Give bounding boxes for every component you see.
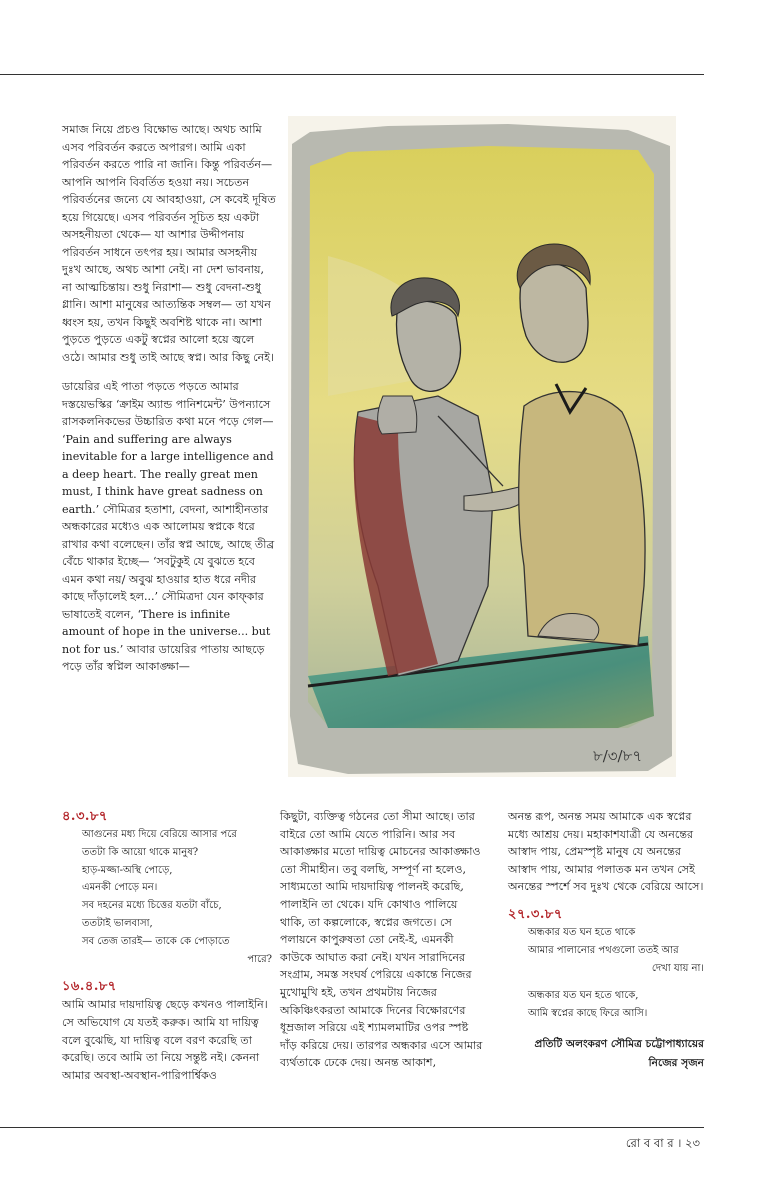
column-2-paragraph: কিছুটা, ব্যক্তিত্ব গঠনের তো সীমা আছে। তার বাইরে তো আমি যেতে পারিনি। আর সব আকাঙ্ক্ষার মতো দায়িত্ব মোচনের আকাঙ্ক্ষাও তো সীমাহীন। তবু বলছি, সম্পূর্ণ না হলেও, সাধ্যমতো আমি দায়দায়িত্ব পালনই করেছি, পালাইনি তা থেকে। যদি কোথাও পালিয়ে থাকি, তা কল্পলোকে, স্বপ্নের জগতে। সে পলায়নে কাপুরুষতা তো নেই-ই, এমনকী কাউকে আঘাত করা নেই। যখন সারাদিনের সংগ্রাম, সমস্ত সংঘর্ষ পেরিয়ে একান্তে নিজের মুখোমুখি হই, তখন প্রথমটায় নিজের অকিঞ্চিৎকরতা আমাকে দিনের বিক্ষোরণের ধূম্রজাল সরিয়ে এই শ্যামলমাটির ওপর স্পষ্ট দাঁড় করিয়ে দেয়। তারপর অন্ধকার এসে আমার ব্যর্থতাকে ঢেকে দেয়। অনন্ত আকাশ, bbox=[280, 810, 483, 1070]
poem-1-line: আগুনের মধ্য দিয়ে বেরিয়ে আসার পরে bbox=[82, 829, 237, 840]
illustration-credit bbox=[508, 1035, 704, 1073]
poem-1-line: ততটা কি আয়ো থাকে মানুষ? bbox=[82, 846, 199, 858]
illustration-painting bbox=[288, 116, 676, 777]
column-1-paragraph: আমি আমার দায়দায়িত্ব ছেড়ে কখনও পালাইনি। সে অভিযোগ যে যতই করুক। আমি যা দায়িত্ব বলে বুঝেছি, যা দায়িত্ব বলে বরণ করেছি তা করেছি। তবে আমি তা নিয়ে সন্তুষ্ট নই। কেননা আমার অবস্থা-অবস্থান-পারিপার্শ্বিকও bbox=[62, 998, 268, 1082]
diary-date-3: ২৭.৩.৮৭ bbox=[508, 906, 563, 922]
poem-2-line: আমি স্বপ্নের কাছে ফিরে আসি। bbox=[528, 1008, 648, 1020]
painting-signature: ৮/৩/৮৭ bbox=[593, 747, 643, 765]
top-rule bbox=[0, 74, 704, 75]
intro-text bbox=[62, 121, 276, 676]
poem-2-line-right: দেখা যায় না। bbox=[651, 962, 704, 974]
diary-date-1: ৪.৩.৮৭ bbox=[62, 809, 108, 824]
poem-2 bbox=[508, 924, 704, 1023]
poem-1-line: ততটাই ভালবাসা, bbox=[82, 917, 153, 929]
column-2 bbox=[280, 808, 484, 1072]
poem-1-line: এমনকী পোড়ে মন। bbox=[82, 882, 158, 894]
poem-1-line: সব তেজ তারই— তাকে কে পোড়াতে bbox=[82, 935, 230, 947]
column-3-paragraph: অনন্ত রূপ, অনন্ত সময় আমাকে এক স্বপ্নের মধ্যে আশ্রয় দেয়। মহাকাশযাত্রী যে অনন্তের আস্বাদ পায়, প্রেমস্পৃষ্ট মানুষ যে অনন্তের আস্বাদ পায়, আমার পলাতক মন তখন সেই অনন্তের স্পর্শে সব দুঃখ থেকে বেরিয়ে আসে। bbox=[508, 810, 704, 894]
credit-line-1: প্রতিটি অলংকরণ সৌমিত্র চট্টোপাধ্যায়ের bbox=[534, 1037, 704, 1050]
poem-1-line: সব দহনের মধ্যে চিত্তের যতটা বাঁচে, bbox=[82, 900, 222, 912]
poem-1-line: হাড়-মজ্জা-অস্থি পোড়ে, bbox=[82, 864, 173, 876]
intro-paragraph-2: ডায়েরির এই পাতা পড়তে পড়তে আমার দস্তয়েভস্কির ‘ক্রাইম অ্যান্ড পানিশমেন্ট’ উপন্যাসে রাসকলনিকভের উচ্চারিত কথা মনে পড়ে গেল— ‘Pain and suffering are always inevitable for a large intelligence and a deep heart. The really great men must, I think have great sadness on earth.’ সৌমিত্রর হতাশা, বেদনা, আশাহীনতার অন্ধকারের মধ্যেও এক আলোময় স্বপ্নকে ধরে রাখার কথা বলেছেন। তাঁর স্বপ্ন আছে, আছে তীব্র বেঁচে থাকার ইচ্ছে— ‘সবটুকুই যে বুঝতে হবে এমন কথা নয়/ অবুঝ হাওয়ার হাত ধরে নদীর কাছে দাঁড়ালেই হল...’ সৌমিত্রদা যেন কাফ্‌কার ভাষাতেই বলেন, ‘There is infinite amount of hope in the universe... but not for us.’ আবার ডায়েরির পাতায় আছড়ে পড়ে তাঁর স্বপ্নিল আকাঙ্ক্ষা— bbox=[62, 380, 275, 673]
diary-date-2: ১৬.৪.৮৭ bbox=[62, 979, 117, 995]
credit-line-2: নিজের সৃজন bbox=[648, 1056, 704, 1069]
column-3 bbox=[508, 808, 704, 1073]
poem-2-line: অন্ধকার যত ঘন হতে থাকে, bbox=[528, 990, 639, 1002]
column-1 bbox=[62, 808, 272, 1084]
poem-2-line: আমার পালানোর পথগুলো ততই আর bbox=[528, 944, 679, 956]
poem-1 bbox=[62, 826, 272, 968]
poem-2-line: অন্ধকার যত ঘন হতে থাকে bbox=[528, 926, 636, 938]
poem-1-line-right: পারে? bbox=[247, 953, 272, 965]
page-footer: রো ব বা র । ২৩ bbox=[625, 1136, 700, 1150]
intro-paragraph-1: সমাজ নিয়ে প্রচণ্ড বিক্ষোভ আছে। অথচ আমি এসব পরিবর্তন করতে অপারগ। আমি একা পরিবর্তন করতে পারি না জানি। কিন্তু পরিবর্তন— আপনি আপনি বিবর্তিত হওয়া নয়। সচেতন পরিবর্তনের জন্যে যে আবহাওয়া, সে কবেই দূষিত হয়ে গিয়েছে। এসব পরিবর্তন সূচিত হয় একটা অসহনীয়তা থেকে— যা আশার উদ্দীপনায় পরিবর্তন সাধনে তৎপর হয়। আমার অসহনীয় দুঃখ আছে, অথচ আশা নেই। না দেশ ভাবনায়, না আত্মচিন্তায়। শুধু নিরাশা— শুধু বেদনা-শুধু গ্লানি। আশা মানুষের আত্যন্তিক সম্বল— তা যখন ধ্বংস হয়, তখন কিছুই অবশিষ্ট থাকে না। আশা পুড়তে পুড়তে একটু স্বপ্নের আলো হয়ে জ্বলে ওঠে। আমার শুধু তাই আছে স্বপ্ন। আর কিছু নেই। bbox=[62, 123, 276, 364]
bottom-rule bbox=[0, 1127, 704, 1128]
